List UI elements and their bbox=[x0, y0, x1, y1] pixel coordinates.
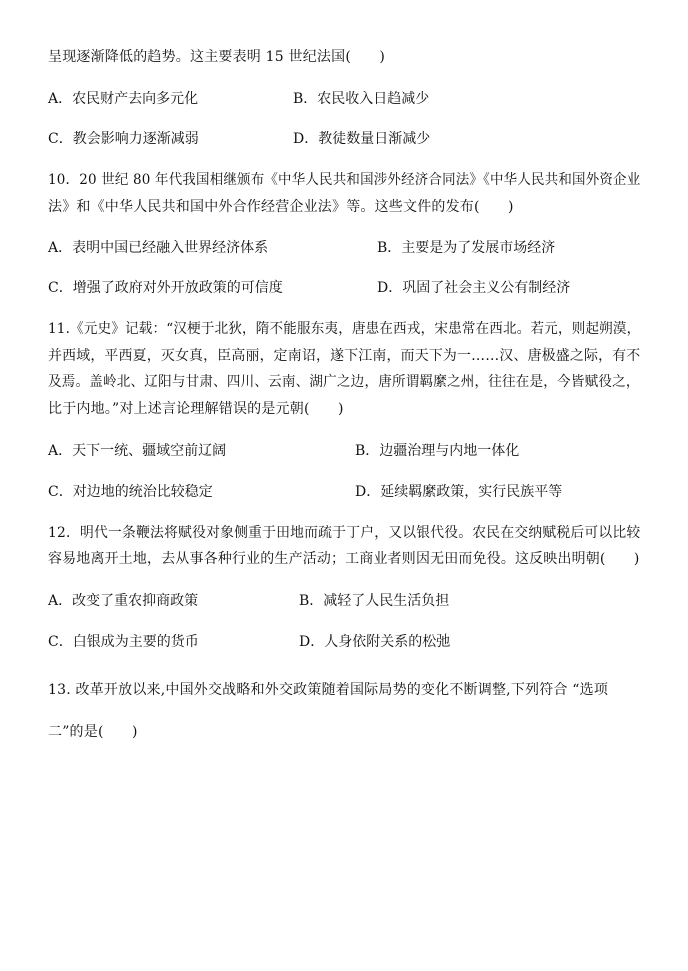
q10-stem-line-2: 法》和《中华人民共和国中外合作经营企业法》等。这些文件的发布( ) bbox=[48, 199, 514, 215]
q10-option-b: B．主要是为了发展市场经济 bbox=[377, 240, 556, 256]
q12-stem-line-1: 12．明代一条鞭法将赋役对象侧重于田地而疏于丁户，又以银代役。农民在交纳赋税后可以比较 bbox=[48, 525, 641, 541]
q11-stem-line-4: 比于内地。”对上述言论理解错误的是元朝( ) bbox=[48, 401, 344, 417]
q9-option-a: A．农民财产去向多元化 bbox=[48, 91, 199, 107]
q11-stem-line-2: 并西域，平西夏，灭女真，臣高丽，定南诏，遂下江南，而天下为一……汉、唐极盛之际，有不 bbox=[48, 348, 641, 364]
q12-option-a: A．改变了重农抑商政策 bbox=[48, 593, 199, 609]
q9-option-b: B．农民收入日趋减少 bbox=[293, 91, 430, 107]
q10-option-c: C．增强了政府对外开放政策的可信度 bbox=[48, 280, 283, 296]
q11-stem-line-1: 11.《元史》记载：“汉梗于北狄，隋不能服东夷，唐患在西戎，宋患常在西北。若元，则起朔漠， bbox=[48, 321, 641, 337]
q11-stem-line-3: 及焉。盖岭北、辽阳与甘肃、四川、云南、湖广之边，唐所谓羁縻之州，往往在是，今皆赋役之， bbox=[48, 374, 640, 390]
q9-stem-tail: 呈现逐渐降低的趋势。这主要表明 15 世纪法国( ) bbox=[48, 49, 386, 65]
q9-option-d: D．教徒数量日渐减少 bbox=[293, 131, 431, 147]
q11-option-d: D．延续羁縻政策，实行民族平等 bbox=[355, 484, 563, 500]
q11-option-a: A．天下一统、疆域空前辽阔 bbox=[48, 443, 227, 459]
q11-option-c: C．对边地的统治比较稳定 bbox=[48, 484, 213, 500]
q10-option-a: A．表明中国已经融入世界经济体系 bbox=[48, 240, 269, 256]
q12-option-d: D．人身依附关系的松弛 bbox=[299, 634, 451, 650]
q12-stem-line-2: 容易地离开土地，去从事各种行业的生产活动；工商业者则因无田而免役。这反映出明朝( ) bbox=[48, 551, 640, 567]
q10-stem-line-1: 10．20 世纪 80 年代我国相继颁布《中华人民共和国涉外经济合同法》《中华人民共和国外资企业 bbox=[48, 172, 641, 188]
q13-stem-line-2: 二”的是( ) bbox=[48, 724, 138, 740]
q9-option-c: C．教会影响力逐渐减弱 bbox=[48, 131, 199, 147]
q11-option-b: B．边疆治理与内地一体化 bbox=[355, 443, 520, 459]
q12-option-c: C．白银成为主要的货币 bbox=[48, 634, 199, 650]
q12-option-b: B．减轻了人民生活负担 bbox=[299, 593, 450, 609]
q10-option-d: D．巩固了社会主义公有制经济 bbox=[377, 280, 571, 296]
q13-stem-line-1: 13. 改革开放以来,中国外交战略和外交政策随着国际局势的变化不断调整,下列符合 “选项 bbox=[48, 682, 609, 698]
